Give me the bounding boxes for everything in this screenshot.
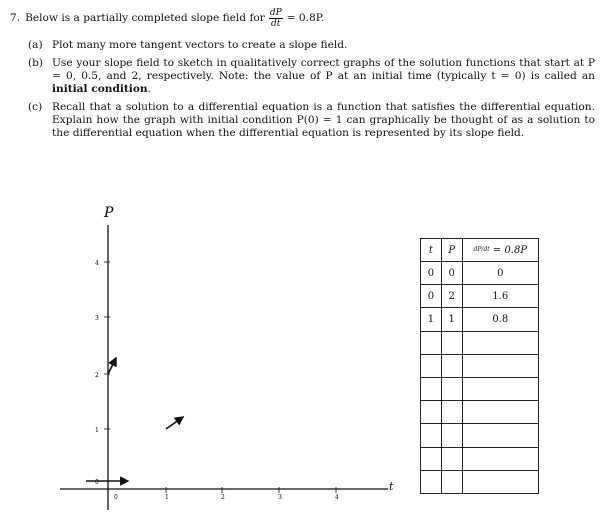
cell-rate bbox=[462, 377, 538, 400]
cell-p bbox=[441, 447, 462, 470]
t-axis-label: t bbox=[389, 480, 394, 493]
part-c-label: (c) bbox=[28, 101, 43, 113]
cell-t: 0 bbox=[421, 285, 442, 308]
p-tick-label-3: 3 bbox=[95, 315, 99, 322]
part-a-label: (a) bbox=[28, 39, 43, 51]
cell-p: 0 bbox=[441, 262, 462, 285]
cell-t: 1 bbox=[421, 308, 442, 331]
equation-rest: = 0.8P. bbox=[286, 12, 325, 24]
table-row bbox=[421, 470, 539, 493]
cell-p: 1 bbox=[441, 308, 462, 331]
table-row bbox=[421, 262, 539, 285]
header-p: P bbox=[441, 239, 462, 262]
cell-rate bbox=[462, 401, 538, 424]
cell-t bbox=[421, 354, 442, 377]
cell-p bbox=[441, 377, 462, 400]
table-row bbox=[421, 308, 539, 331]
t-tick-label-0: 0 bbox=[114, 494, 118, 501]
tangent-vector-t1-p1 bbox=[166, 417, 183, 429]
p-axis-label: P bbox=[104, 205, 114, 221]
p-tick-label-1: 1 bbox=[95, 427, 99, 434]
part-b-label: (b) bbox=[28, 57, 44, 69]
table-row bbox=[421, 354, 539, 377]
cell-rate bbox=[462, 470, 538, 493]
cell-p bbox=[441, 401, 462, 424]
table-row bbox=[421, 331, 539, 354]
t-tick-label-2: 2 bbox=[221, 494, 225, 501]
table-row bbox=[421, 285, 539, 308]
cell-rate bbox=[462, 354, 538, 377]
table-header-row bbox=[421, 239, 539, 262]
fraction-denominator: dt bbox=[271, 19, 281, 29]
problem-number: 7. bbox=[10, 12, 21, 24]
t-tick-label-3: 3 bbox=[278, 494, 282, 501]
part-b-text-before: Use your slope field to sketch in qualitatively correct graphs of the solution functions that start at P = 0, 0.5, and 2, respectively. Note: the value of P at an initial time (typically t = 0) is called an bbox=[52, 57, 595, 82]
cell-p bbox=[441, 354, 462, 377]
t-tick-label-4: 4 bbox=[335, 494, 339, 501]
tangent-vectors bbox=[86, 358, 183, 481]
cell-rate bbox=[462, 424, 538, 447]
part-b-text-after: . bbox=[147, 83, 151, 95]
part-b-bold-term: initial condition bbox=[52, 83, 148, 95]
cell-p bbox=[441, 331, 462, 354]
p-tick-label-4: 4 bbox=[95, 260, 99, 267]
t-tick-label-1: 1 bbox=[165, 494, 169, 501]
cell-t bbox=[421, 447, 442, 470]
cell-rate: 0.8 bbox=[462, 308, 538, 331]
fraction-numerator: dP bbox=[269, 8, 282, 18]
header-rate-derivative: dP/dt bbox=[473, 246, 490, 253]
cell-t bbox=[421, 377, 442, 400]
values-table-area bbox=[420, 238, 539, 494]
cell-p bbox=[441, 424, 462, 447]
cell-p bbox=[441, 470, 462, 493]
tangent-vector-t0-p2 bbox=[108, 358, 116, 374]
part-a-text: Plot many more tangent vectors to create a slope field. bbox=[52, 39, 348, 51]
table-row bbox=[421, 377, 539, 400]
table-row bbox=[421, 401, 539, 424]
p-tick-label-2: 2 bbox=[95, 372, 99, 379]
cell-rate bbox=[462, 331, 538, 354]
part-c-text: Recall that a solution to a differential equation is a function that satisfies the differential equation. Explain how the graph with initial condition P(0) = 1 can graphically be thought of as a solution to the differential equation when the differential equation is represented by its slope field. bbox=[52, 101, 595, 139]
cell-rate: 0 bbox=[462, 262, 538, 285]
cell-t bbox=[421, 401, 442, 424]
cell-t bbox=[421, 424, 442, 447]
table-row bbox=[421, 447, 539, 470]
header-t: t bbox=[421, 239, 442, 262]
cell-p: 2 bbox=[441, 285, 462, 308]
cell-t bbox=[421, 470, 442, 493]
header-rate bbox=[462, 239, 538, 262]
values-table bbox=[420, 238, 539, 494]
cell-rate: 1.6 bbox=[462, 285, 538, 308]
table-row bbox=[421, 424, 539, 447]
problem-intro: Below is a partially completed slope field for bbox=[25, 12, 265, 24]
header-rate-rest: = 0.8P bbox=[492, 244, 528, 256]
cell-t: 0 bbox=[421, 262, 442, 285]
p-tick-label-0: 0 bbox=[95, 479, 99, 486]
cell-rate bbox=[462, 447, 538, 470]
cell-t bbox=[421, 331, 442, 354]
